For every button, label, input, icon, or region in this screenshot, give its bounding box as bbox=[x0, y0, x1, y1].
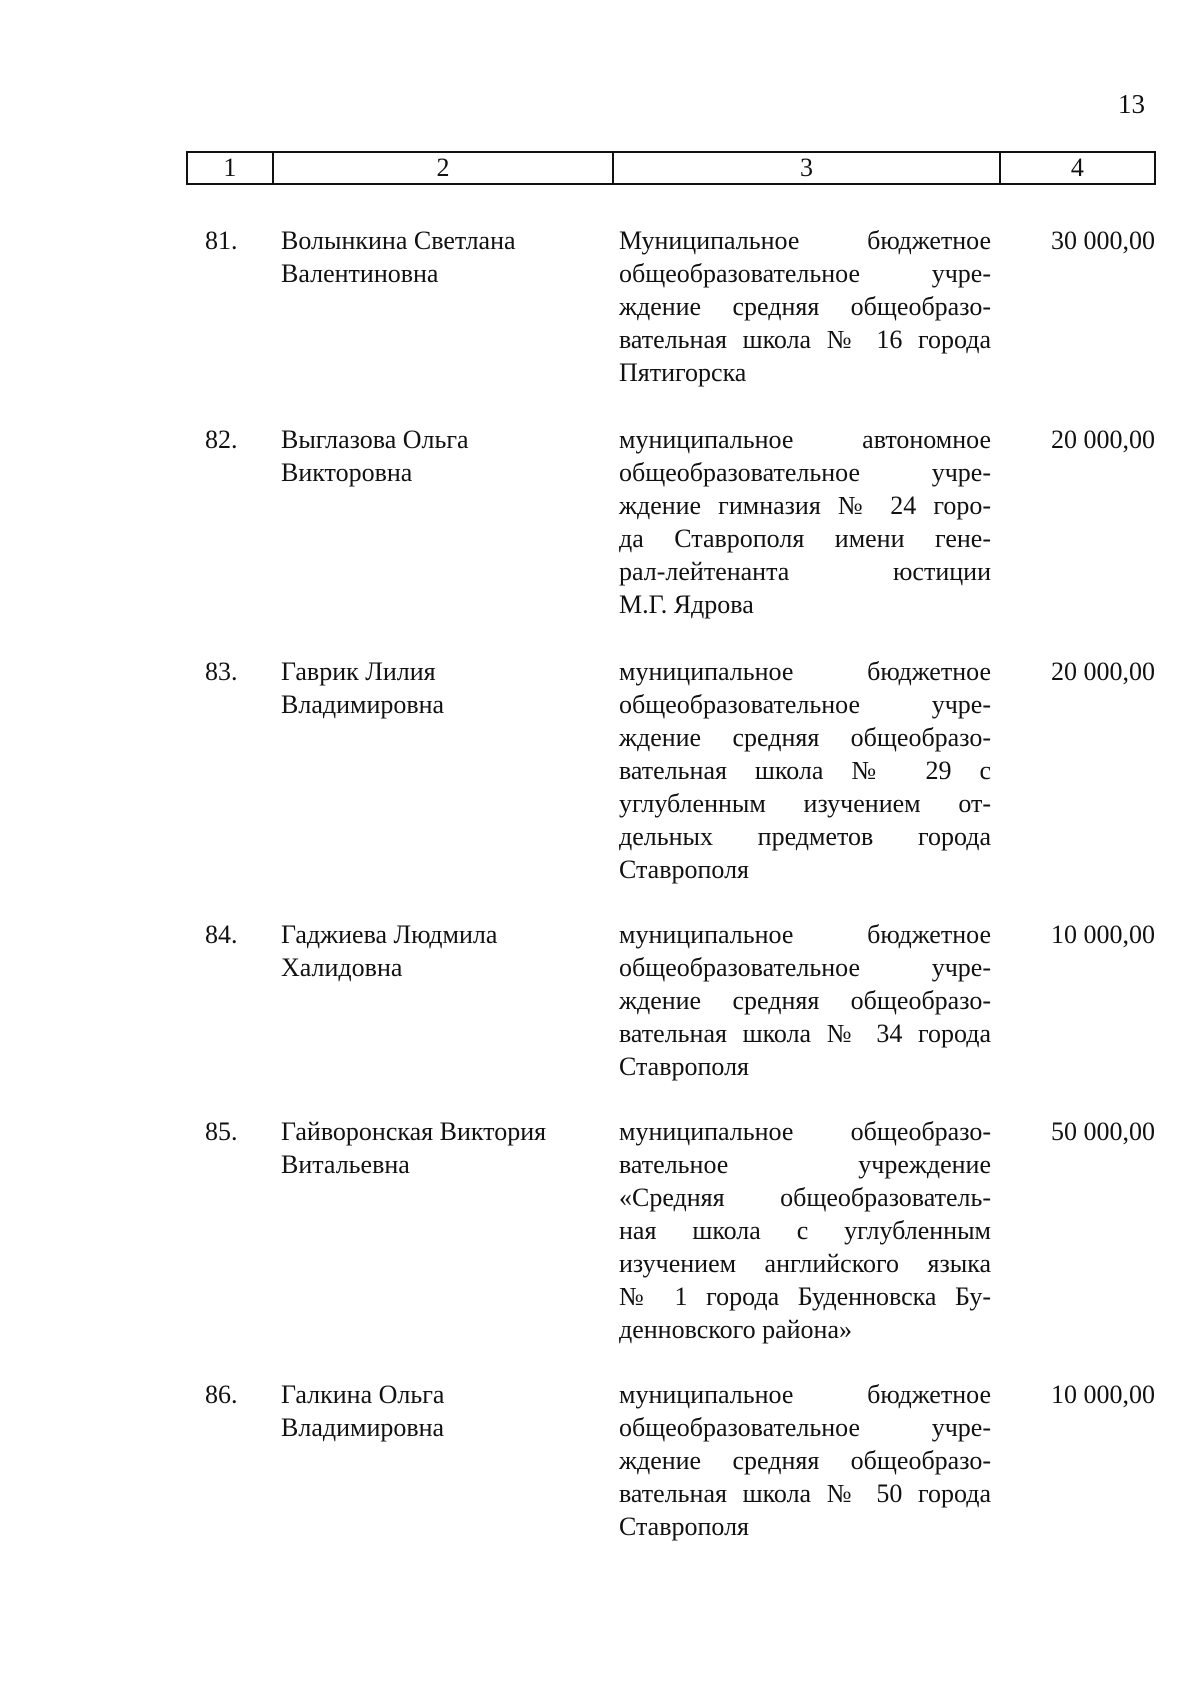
name-line: Гайворонская Виктория bbox=[281, 1117, 547, 1146]
page-number: 13 bbox=[1118, 89, 1145, 119]
recipient-name bbox=[281, 224, 601, 290]
org-line: общеобразовательное учре- bbox=[619, 1413, 991, 1442]
org-line: муниципальное бюджетное bbox=[619, 657, 991, 686]
row-number: 82. bbox=[205, 425, 238, 454]
org-line: общеобразовательное учре- bbox=[619, 259, 991, 288]
name-line: Владимировна bbox=[281, 690, 445, 719]
name-line: Гаврик Лилия bbox=[281, 657, 436, 686]
org-line: денновского района» bbox=[619, 1315, 852, 1344]
org-line: вательная школа № 50 города bbox=[619, 1479, 991, 1508]
org-line: Ставрополя bbox=[619, 855, 749, 884]
org-line: вательная школа № 34 города bbox=[619, 1019, 991, 1048]
organization bbox=[619, 1378, 991, 1543]
recipient-name bbox=[281, 423, 601, 489]
name-line: Галкина Ольга bbox=[281, 1380, 445, 1409]
amount: 20 000,00 bbox=[1051, 657, 1155, 686]
recipient-name bbox=[281, 1115, 601, 1181]
org-line: общеобразовательное учре- bbox=[619, 953, 991, 982]
recipient-name bbox=[281, 1378, 601, 1444]
recipient-name bbox=[281, 918, 601, 984]
org-line: «Средняя общеобразователь- bbox=[619, 1183, 991, 1212]
org-line: ждение гимназия № 24 горо- bbox=[619, 491, 991, 520]
org-line: дельных предметов города bbox=[619, 822, 991, 851]
row-number: 84. bbox=[205, 920, 238, 949]
row-number: 83. bbox=[205, 657, 238, 686]
org-line: муниципальное общеобразо- bbox=[619, 1117, 991, 1146]
amount: 10 000,00 bbox=[1051, 920, 1155, 949]
org-line: Ставрополя bbox=[619, 1512, 749, 1541]
org-line: вательное учреждение bbox=[619, 1150, 991, 1179]
amount: 10 000,00 bbox=[1051, 1380, 1155, 1409]
org-line: углубленным изучением от- bbox=[619, 789, 991, 818]
row-number: 85. bbox=[205, 1117, 238, 1146]
org-line: общеобразовательное учре- bbox=[619, 458, 991, 487]
org-line: муниципальное бюджетное bbox=[619, 1380, 991, 1409]
column-header-3: 3 bbox=[614, 153, 1000, 183]
org-line: ждение средняя общеобразо- bbox=[619, 292, 991, 321]
org-line: муниципальное автономное bbox=[619, 425, 991, 454]
name-line: Валентиновна bbox=[281, 259, 439, 288]
org-line: ждение средняя общеобразо- bbox=[619, 986, 991, 1015]
org-line: рал-лейтенанта юстиции bbox=[619, 557, 991, 586]
org-line: муниципальное бюджетное bbox=[619, 920, 991, 949]
column-header-2: 2 bbox=[274, 153, 615, 183]
org-line: вательная школа № 29 с bbox=[619, 756, 991, 785]
name-line: Халидовна bbox=[281, 953, 403, 982]
org-line: вательная школа № 16 города bbox=[619, 325, 991, 354]
name-line: Гаджиева Людмила bbox=[281, 920, 498, 949]
org-line: ная школа с углубленным bbox=[619, 1216, 991, 1245]
amount: 20 000,00 bbox=[1051, 425, 1155, 454]
column-header-1: 1 bbox=[188, 153, 274, 183]
amount: 30 000,00 bbox=[1051, 226, 1155, 255]
name-line: Владимировна bbox=[281, 1413, 445, 1442]
row-number: 81. bbox=[205, 226, 238, 255]
organization bbox=[619, 918, 991, 1083]
row-number: 86. bbox=[205, 1380, 238, 1409]
name-line: Выглазова Ольга bbox=[281, 425, 469, 454]
name-line: Волынкина Светлана bbox=[281, 226, 516, 255]
organization bbox=[619, 1115, 991, 1346]
column-header-table bbox=[186, 151, 1156, 185]
org-line: № 1 города Буденновска Бу- bbox=[619, 1282, 991, 1311]
org-line: М.Г. Ядрова bbox=[619, 590, 754, 619]
org-line: Пятигорска bbox=[619, 358, 747, 387]
org-line: ждение средняя общеобразо- bbox=[619, 723, 991, 752]
org-line: изучением английского языка bbox=[619, 1249, 991, 1278]
organization bbox=[619, 423, 991, 621]
org-line: да Ставрополя имени гене- bbox=[619, 524, 991, 553]
recipient-name bbox=[281, 655, 601, 721]
amount: 50 000,00 bbox=[1051, 1117, 1155, 1146]
org-line: Муниципальное бюджетное bbox=[619, 226, 991, 255]
org-line: общеобразовательное учре- bbox=[619, 690, 991, 719]
organization bbox=[619, 224, 991, 389]
name-line: Витальевна bbox=[281, 1150, 410, 1179]
org-line: Ставрополя bbox=[619, 1052, 749, 1081]
org-line: ждение средняя общеобразо- bbox=[619, 1446, 991, 1475]
name-line: Викторовна bbox=[281, 458, 413, 487]
organization bbox=[619, 655, 991, 886]
column-header-4: 4 bbox=[1070, 153, 1084, 182]
